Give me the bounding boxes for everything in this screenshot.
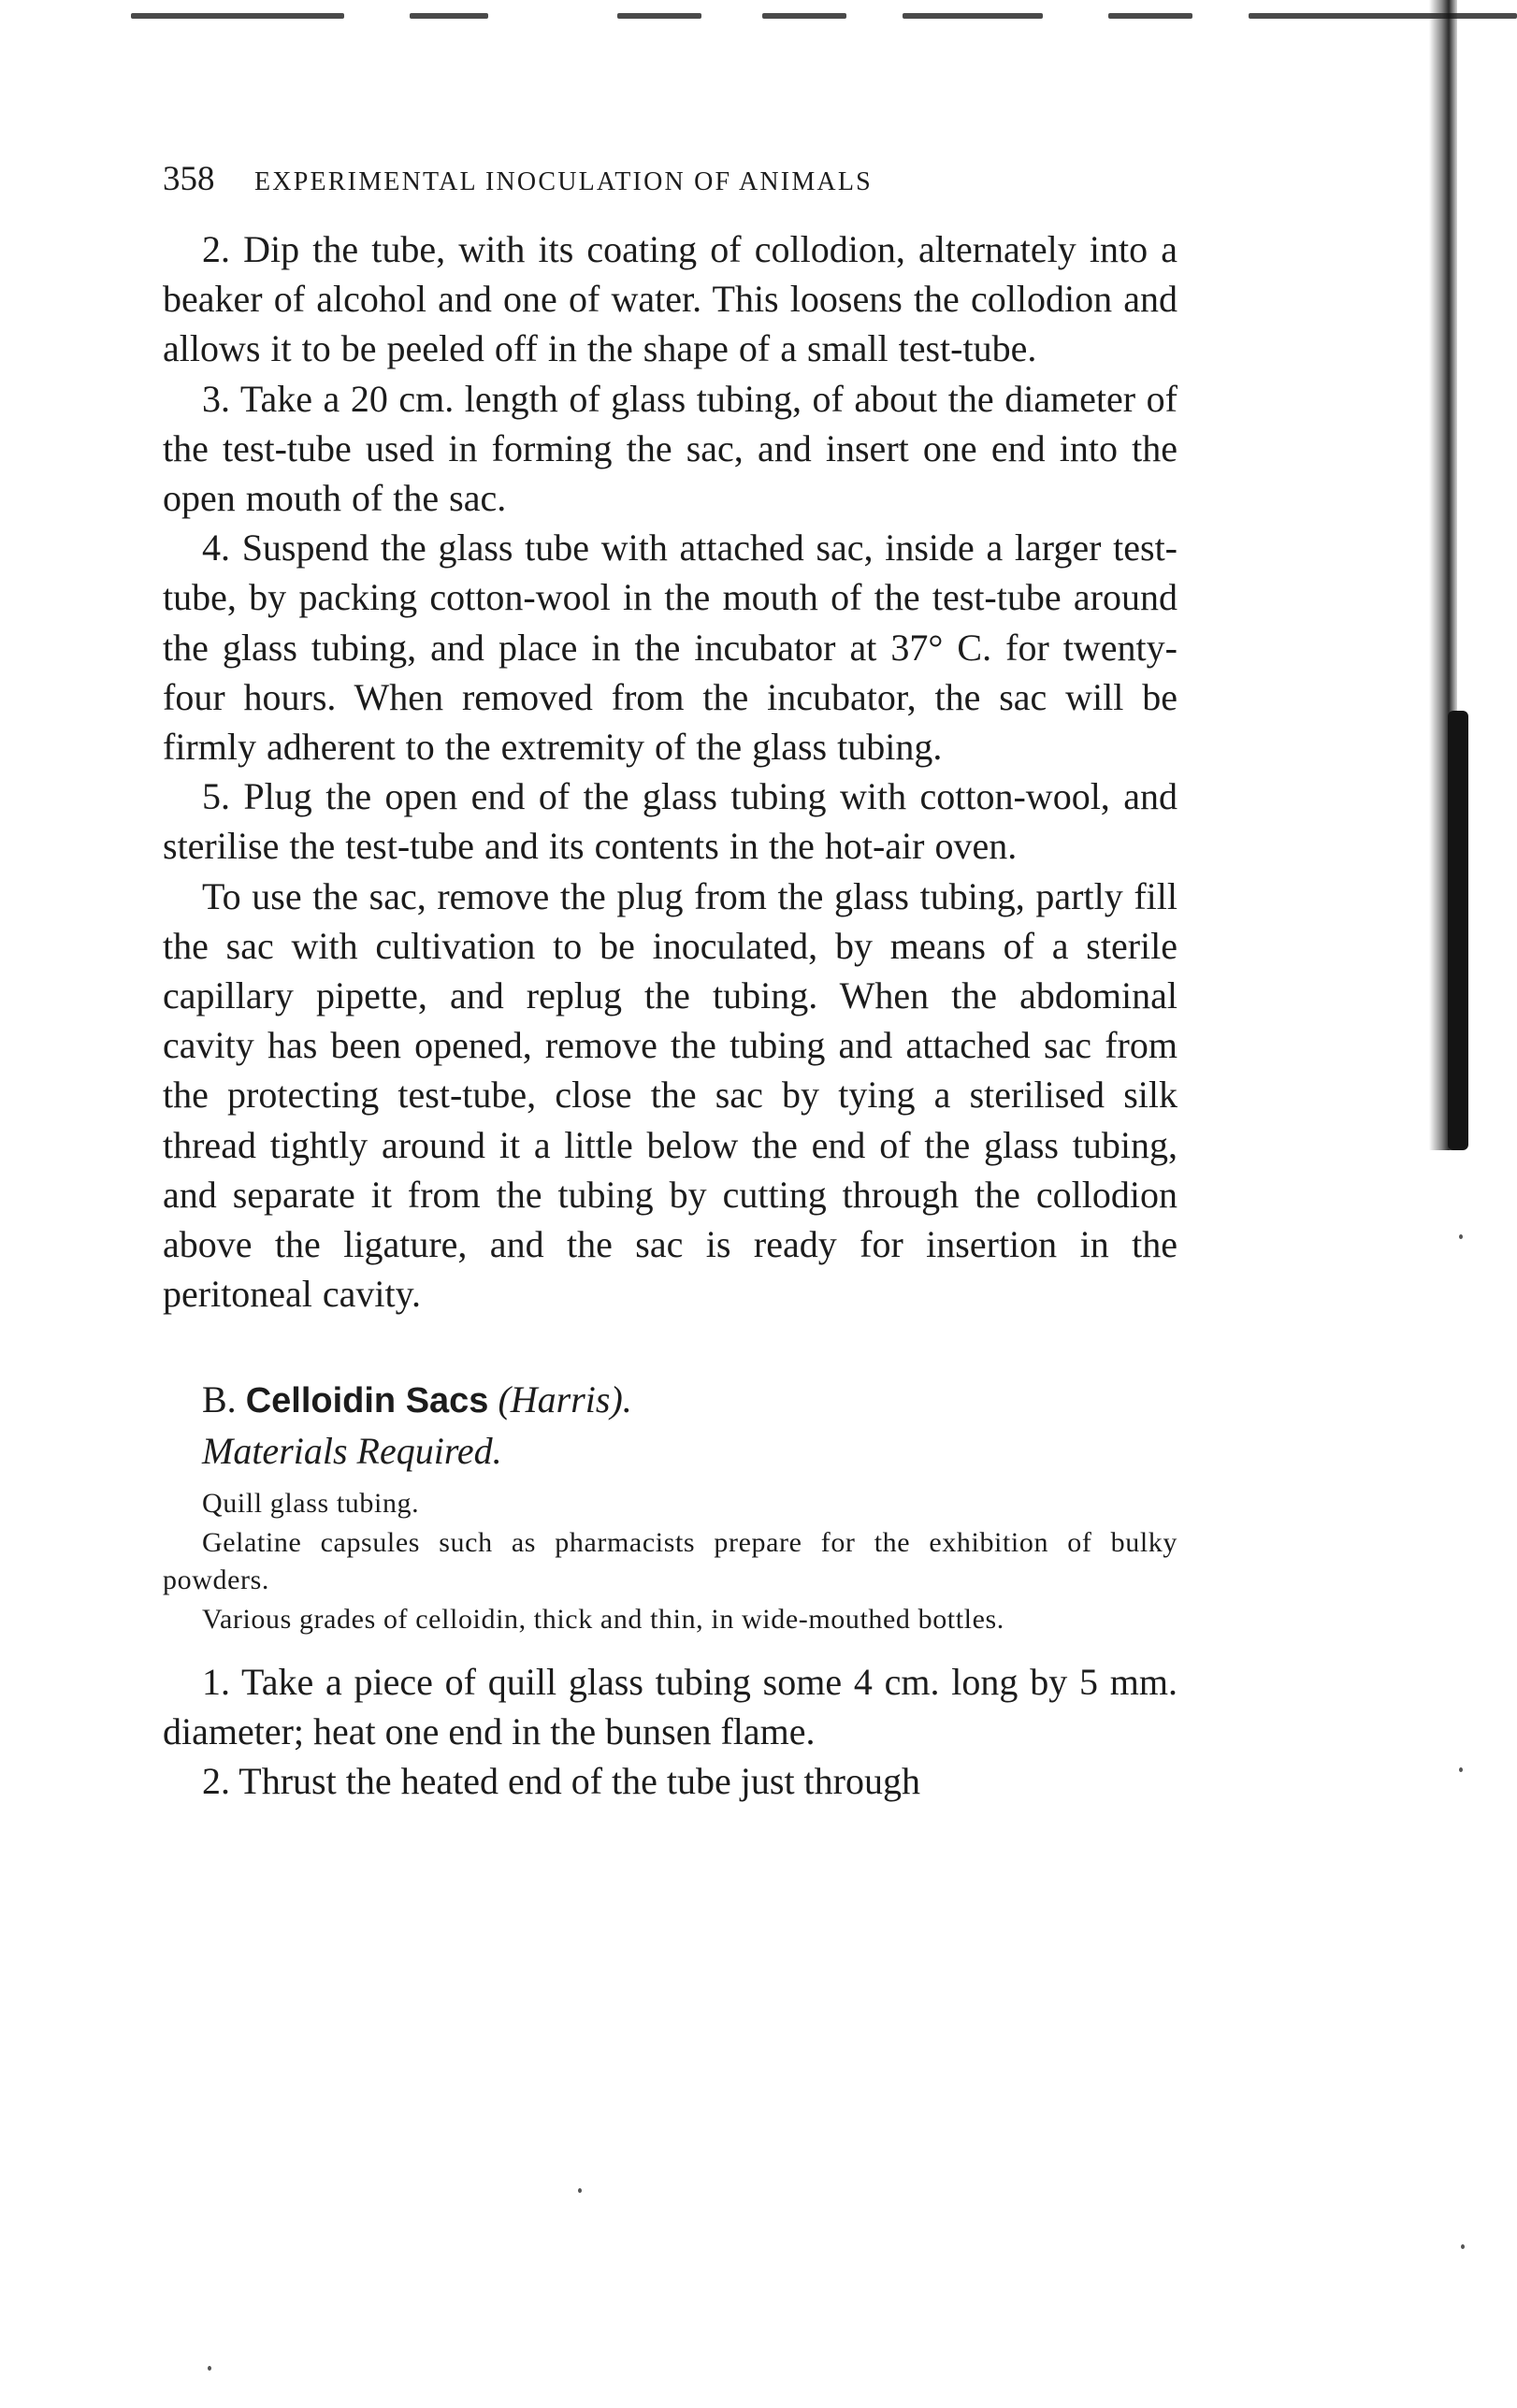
page-gutter-shadow: [1448, 711, 1468, 1150]
paragraph-step-4: 4. Suspend the glass tube with attached sac, inside a larger test-tube, by packing cotton-wool in the mouth of the test-tube around the glass tubing, and place in the incubator at 37° C. for twenty-four hours. When removed from the incubator, the sac will be firmly adherent to the extremity of the glass tubing.: [163, 526, 1177, 769]
section-letter: B.: [202, 1378, 237, 1421]
material-item: Gelatine capsules such as pharmacists prepare for the exhibition of bulky powders.: [163, 1527, 1177, 1596]
scan-speck: [208, 2366, 211, 2371]
scan-edge-mark: [903, 13, 1043, 19]
paragraph-step-3: 3. Take a 20 cm. length of glass tubing, of about the diameter of the test-tube used in forming the sac, and insert one end into the open mouth of the sac.: [163, 377, 1177, 520]
scan-speck: [1459, 1767, 1463, 1772]
material-item: Quill glass tubing.: [202, 1488, 420, 1520]
scan-edge-mark: [410, 13, 488, 19]
section-title: Celloidin Sacs: [245, 1381, 489, 1421]
scan-edge-mark: [762, 13, 846, 19]
section-heading: [202, 1375, 1177, 1426]
scan-edge-mark: [1108, 13, 1192, 19]
material-item: Various grades of celloidin, thick and thin, in wide-mouthed bottles.: [202, 1604, 1004, 1636]
page-number: 358: [163, 160, 215, 198]
paragraph-step-2: 2. Dip the tube, with its coating of collodion, alternately into a beaker of alcohol and one of water. This loosens the collodion and allows it to be peeled off in the shape of a small test-tube.: [163, 228, 1177, 370]
running-head: [163, 159, 1177, 224]
paragraph-step-5: 5. Plug the open end of the glass tubing with cotton-wool, and sterilise the test-tube and its contents in the hot-air oven.: [163, 775, 1177, 868]
section-author: (Harris).: [498, 1378, 632, 1421]
celloidin-step-1: 1. Take a piece of quill glass tubing some 4 cm. long by 5 mm. diameter; heat one end in the bunsen flame.: [163, 1661, 1177, 1753]
materials-subheading: Materials Required.: [202, 1430, 502, 1473]
scan-speck: [578, 2188, 582, 2193]
celloidin-step-2: 2. Thrust the heated end of the tube just through: [202, 1760, 920, 1803]
paragraph-usage: To use the sac, remove the plug from the glass tubing, partly fill the sac with cultivation to be inoculated, by means of a sterile capillary pipette, and replug the tubing. When the abdominal cavity has been opened, remove the tubing and attached sac from the protecting test-tube, close the sac by tying a sterilised silk thread tightly around it a little below the end of the glass tubing, and separate it from the tubing by cutting through the collodion above the ligature, and the sac is ready for insertion in the peritoneal cavity.: [163, 874, 1177, 1316]
scan-speck: [1461, 2244, 1465, 2249]
scan-edge-mark: [1249, 13, 1517, 19]
scan-speck: [1459, 1234, 1463, 1239]
running-title: EXPERIMENTAL INOCULATION OF ANIMALS: [254, 167, 873, 196]
scan-edge-mark: [131, 13, 344, 19]
book-page: [163, 159, 1177, 1806]
scan-edge-mark: [617, 13, 701, 19]
